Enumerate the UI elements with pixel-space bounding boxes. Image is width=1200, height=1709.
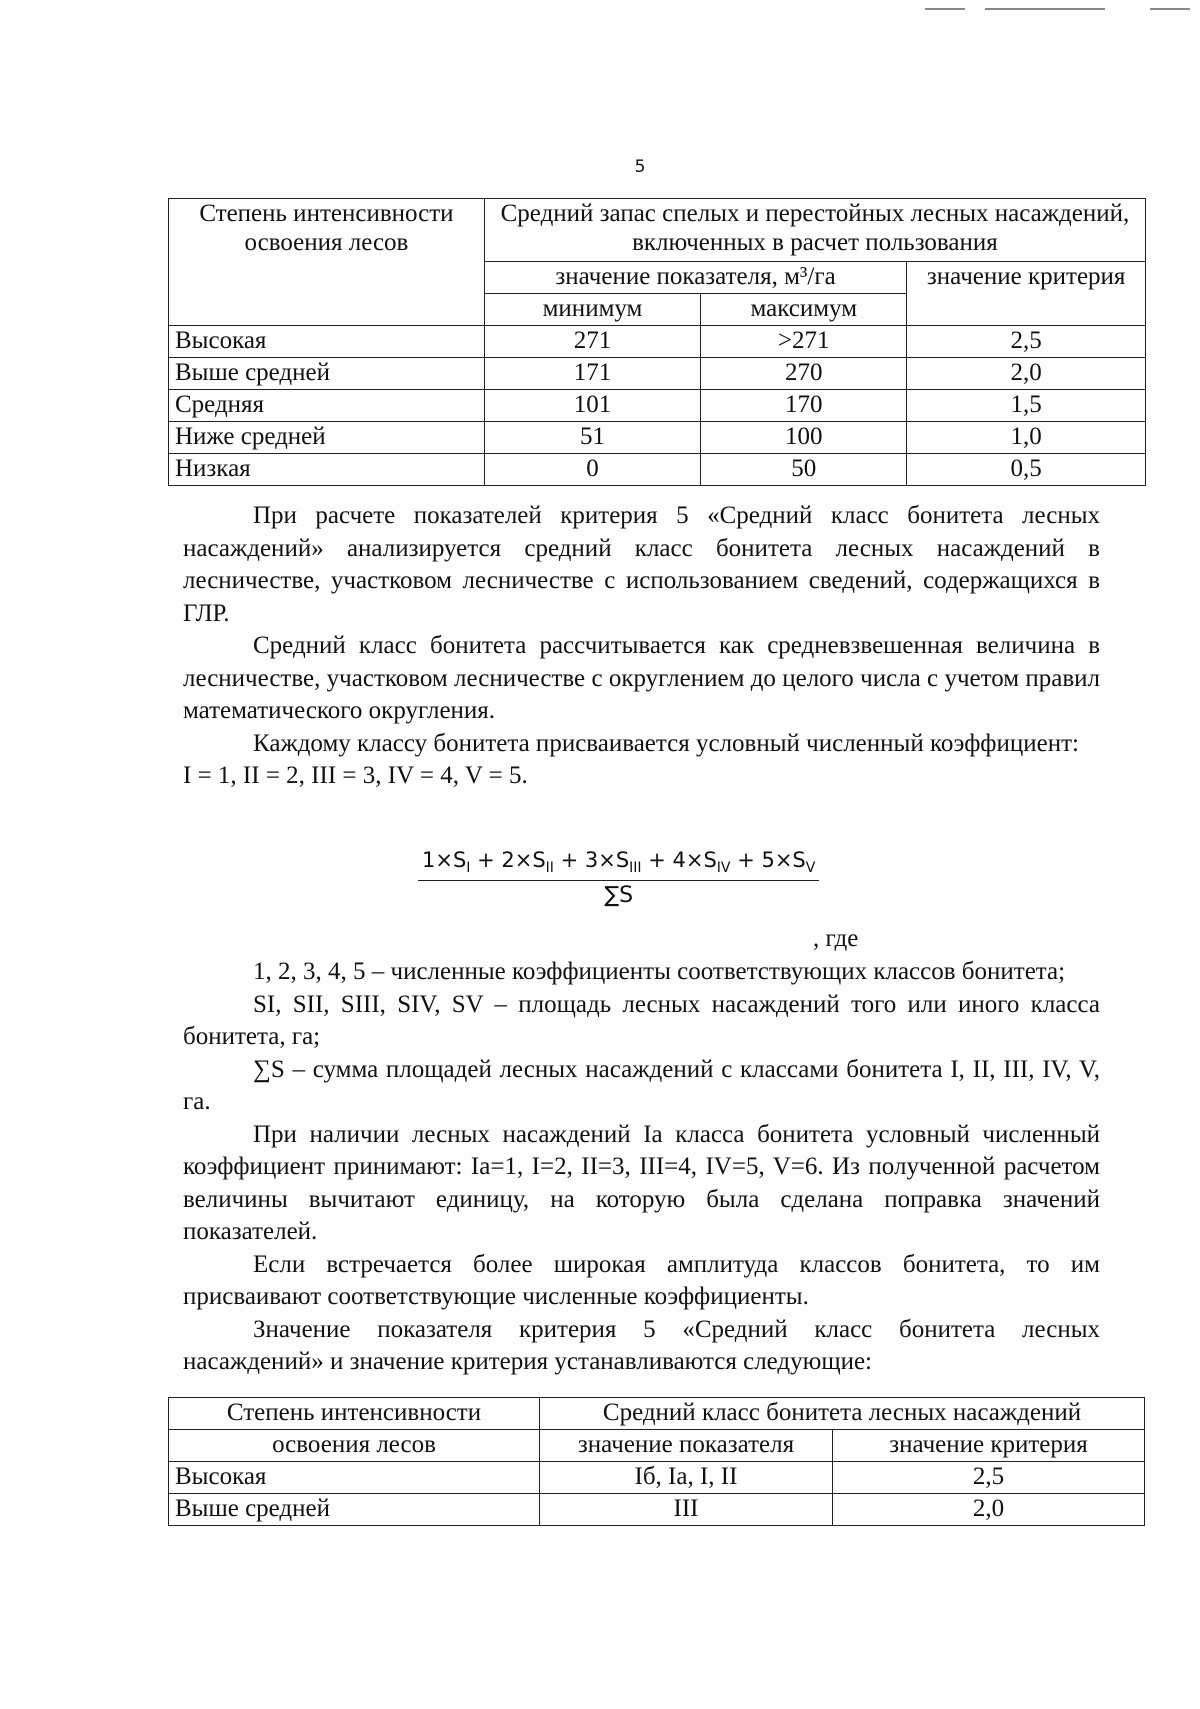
table-row bbox=[169, 1494, 1145, 1526]
degree-cell: Выше средней bbox=[169, 1494, 540, 1526]
table1-header-criterion: значение критерия bbox=[907, 262, 1146, 326]
table2-header-criterion: значение критерия bbox=[833, 1430, 1145, 1462]
paragraph: ∑S – сумма площадей лесных насаждений с классами бонитета I, II, III, IV, V, га. bbox=[183, 1055, 1100, 1115]
table2-header-degree-line2: освоения лесов bbox=[169, 1430, 540, 1462]
paragraph: Значение показателя критерия 5 «Средний класс бонитета лесных насаждений» и значение критерия устанавливаются следующие: bbox=[183, 1315, 1100, 1375]
degree-cell: Выше средней bbox=[169, 358, 485, 390]
page-number: 5 bbox=[634, 157, 646, 177]
degree-cell: Высокая bbox=[169, 1462, 540, 1494]
table1-header-min: минимум bbox=[484, 294, 700, 326]
criterion-cell: 2,0 bbox=[833, 1494, 1145, 1526]
table-row bbox=[169, 422, 1146, 454]
paragraph: Средний класс бонитета рассчитывается как средневзвешенная величина в лесничестве, участковом лесничестве с округлением до целого числа с учетом правил математического округления. bbox=[183, 632, 1100, 724]
max-cell: 100 bbox=[701, 422, 907, 454]
min-cell: 101 bbox=[484, 390, 700, 422]
formula-suffix: , где bbox=[813, 925, 859, 952]
indicator-cell: III bbox=[540, 1494, 833, 1526]
table1-header-max: максимум bbox=[701, 294, 907, 326]
degree-cell: Низкая bbox=[169, 454, 485, 486]
table-row bbox=[169, 454, 1146, 486]
criterion-cell: 1,0 bbox=[907, 422, 1146, 454]
table-row bbox=[169, 358, 1146, 390]
criterion-cell: 0,5 bbox=[907, 454, 1146, 486]
paragraph: При расчете показателей критерия 5 «Средний класс бонитета лесных насаждений» анализируется средний класс бонитета лесных насаждений в лесничестве, участковом лесничестве с использованием сведений, содержащихся в ГЛР. bbox=[183, 502, 1100, 627]
paragraph: SI, SII, SIII, SIV, SV – площадь лесных насаждений того или иного класса бонитета, га; bbox=[183, 990, 1100, 1050]
scan-artifact bbox=[1150, 8, 1190, 10]
table-row bbox=[169, 1462, 1145, 1494]
max-cell: 50 bbox=[701, 454, 907, 486]
degree-cell: Ниже средней bbox=[169, 422, 485, 454]
formula-numerator: $1\times S_I + 2\times S_{II} + 3\times S_{III} + 4\times S_{IV} + 5\times S_V$ bbox=[418, 848, 819, 881]
table-row bbox=[169, 326, 1146, 358]
formula bbox=[418, 848, 819, 908]
min-cell: 271 bbox=[484, 326, 700, 358]
table2-header-degree-line1: Степень интенсивности bbox=[169, 1398, 540, 1430]
body-text-block-1 bbox=[183, 500, 1100, 793]
table2-header-group: Средний класс бонитета лесных насаждений bbox=[540, 1398, 1145, 1430]
table1-header-degree: Степень интенсивности освоения лесов bbox=[169, 199, 485, 326]
paragraph: Если встречается более широкая амплитуда классов бонитета, то им присваивают соответствующие численные коэффициенты. bbox=[183, 1250, 1100, 1310]
table-row bbox=[169, 390, 1146, 422]
degree-cell: Высокая bbox=[169, 326, 485, 358]
criterion-cell: 2,0 bbox=[907, 358, 1146, 390]
scan-artifact bbox=[985, 8, 1105, 10]
criteria-table-bonitet bbox=[168, 1397, 1145, 1526]
table1-header-group: Средний запас спелых и перестойных лесных насаждений, включенных в расчет пользования bbox=[484, 199, 1145, 262]
paragraph: 1, 2, 3, 4, 5 – численные коэффициенты соответствующих классов бонитета; bbox=[253, 958, 1066, 985]
paragraph: При наличии лесных насаждений Ia класса бонитета условный численный коэффициент принимают: Ia=1, I=2, II=3, III=4, IV=5, V=6. Из полученной расчетом величины вычитают единицу, на которую была сделана поправка значений показателей. bbox=[183, 1120, 1100, 1245]
criteria-table-stock bbox=[168, 198, 1146, 486]
paragraph: I = 1, II = 2, III = 3, IV = 4, V = 5. bbox=[183, 762, 528, 789]
max-cell: 270 bbox=[701, 358, 907, 390]
min-cell: 0 bbox=[484, 454, 700, 486]
criterion-cell: 2,5 bbox=[907, 326, 1146, 358]
max-cell: 170 bbox=[701, 390, 907, 422]
body-text-block-2 bbox=[183, 956, 1100, 1379]
min-cell: 171 bbox=[484, 358, 700, 390]
formula-denominator: ∑S bbox=[604, 883, 634, 909]
paragraph: Каждому классу бонитета присваивается условный численный коэффициент: bbox=[253, 729, 1079, 757]
scan-artifact bbox=[925, 8, 965, 10]
table1-header-indicator: значение показателя, м³/га bbox=[484, 262, 906, 294]
table2-header-indicator: значение показателя bbox=[540, 1430, 833, 1462]
max-cell: >271 bbox=[701, 326, 907, 358]
criterion-cell: 1,5 bbox=[907, 390, 1146, 422]
min-cell: 51 bbox=[484, 422, 700, 454]
degree-cell: Средняя bbox=[169, 390, 485, 422]
indicator-cell: Iб, Ia, I, II bbox=[540, 1462, 833, 1494]
criterion-cell: 2,5 bbox=[833, 1462, 1145, 1494]
